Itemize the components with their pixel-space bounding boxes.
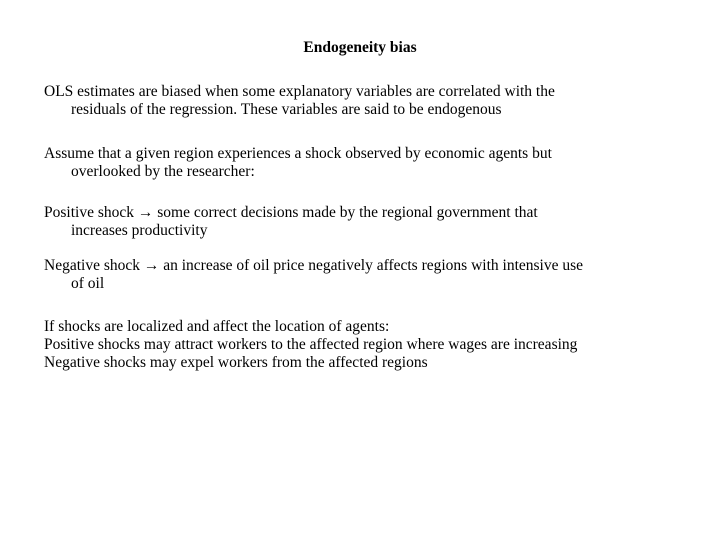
- paragraph-line: Negative shock → an increase of oil price negatively affects regions with intensive use: [44, 257, 584, 274]
- paragraph-line: Negative shocks may expel workers from the affected regions: [44, 354, 428, 371]
- paragraph-shock-assumption: [44, 145, 680, 181]
- paragraph-line-continued: increases productivity: [71, 222, 208, 239]
- paragraph-line: Positive shocks may attract workers to the affected region where wages are increasing: [44, 336, 578, 353]
- paragraph-line: OLS estimates are biased when some explanatory variables are correlated with the: [44, 83, 555, 100]
- paragraph-line: Positive shock → some correct decisions made by the regional government that: [44, 204, 538, 221]
- paragraph-negative-shock: [44, 257, 680, 293]
- paragraph-localized-shocks: [44, 318, 680, 372]
- paragraph-ols-bias: [44, 83, 680, 119]
- slide-title: Endogeneity bias: [303, 39, 417, 56]
- paragraph-line: Assume that a given region experiences a shock observed by economic agents but: [44, 145, 552, 162]
- paragraph-line-continued: overlooked by the researcher:: [71, 163, 255, 180]
- paragraph-line-continued: residuals of the regression. These variables are said to be endogenous: [71, 101, 502, 118]
- paragraph-positive-shock: [44, 204, 680, 240]
- paragraph-line: If shocks are localized and affect the location of agents:: [44, 318, 390, 335]
- paragraph-line-continued: of oil: [71, 275, 105, 292]
